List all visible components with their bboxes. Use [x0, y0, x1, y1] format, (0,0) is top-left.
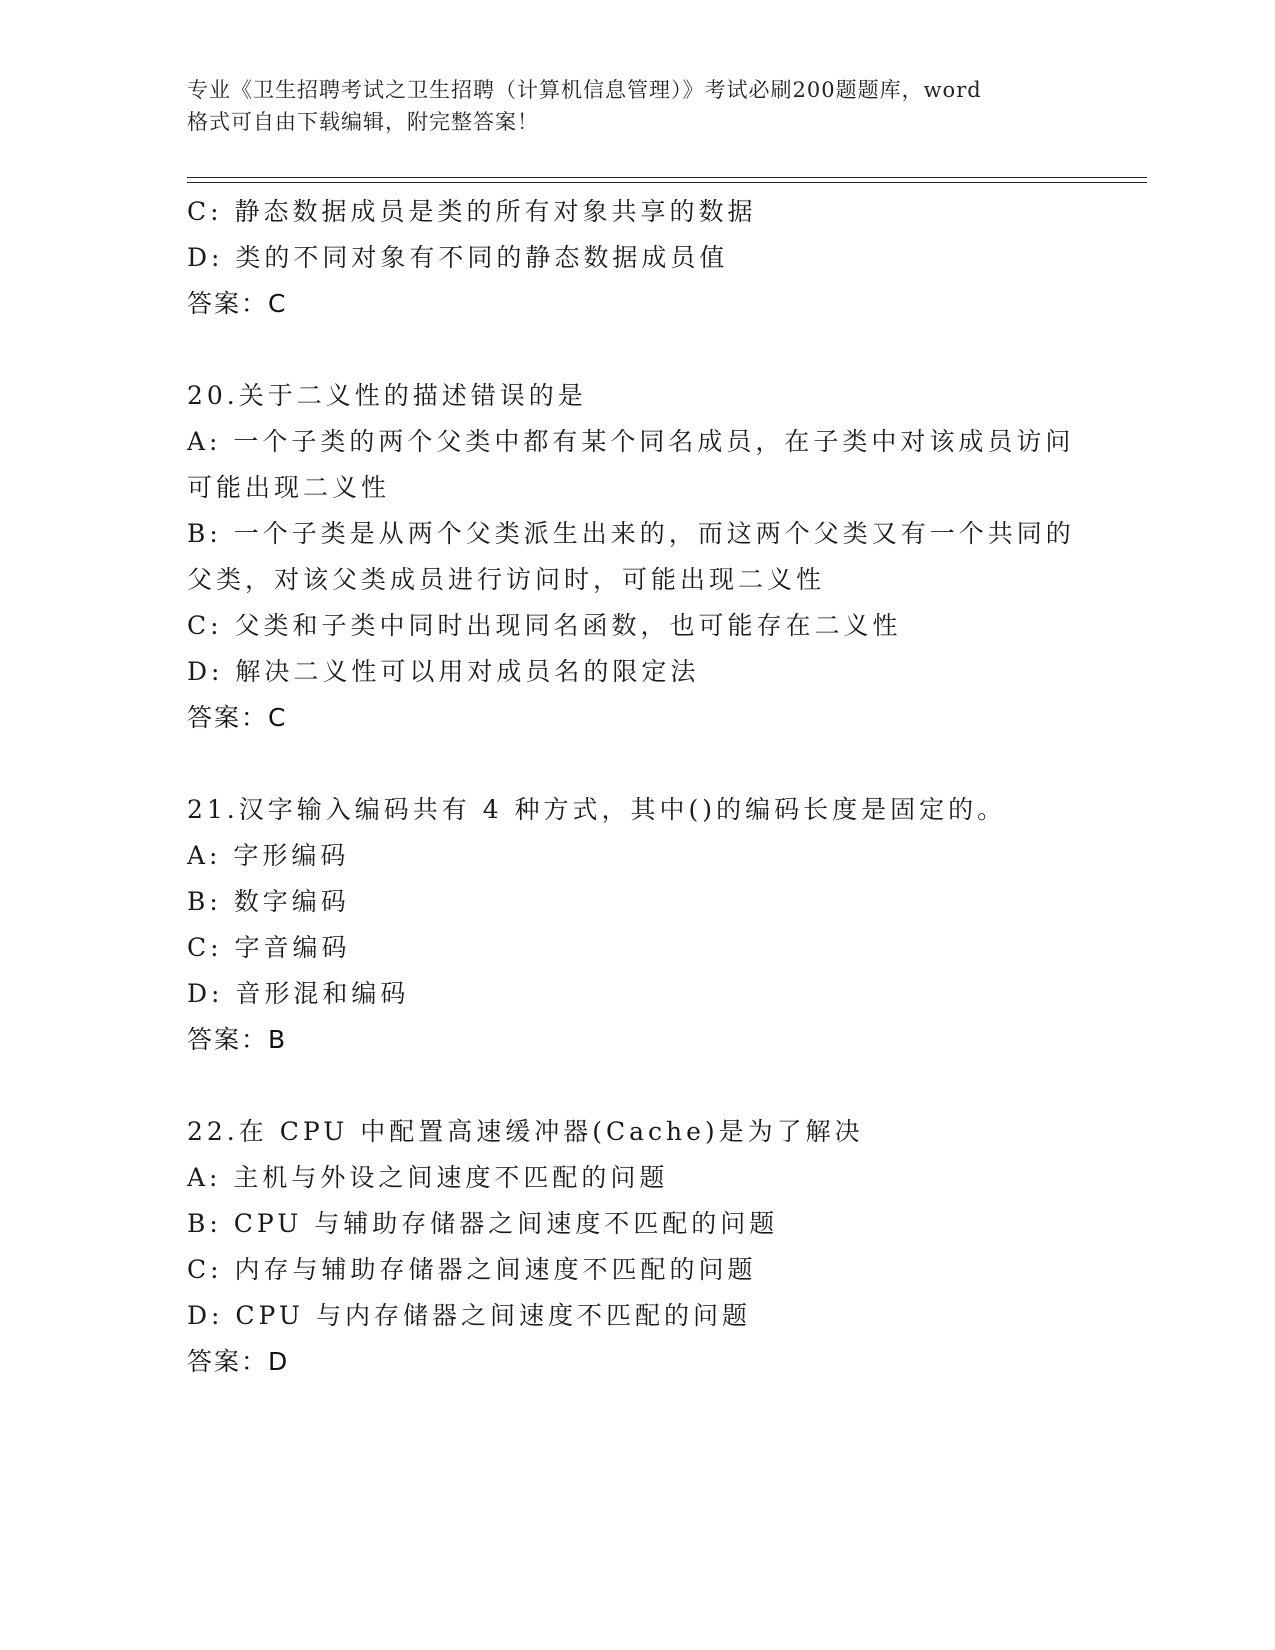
option-a: A: 主机与外设之间速度不匹配的问题: [187, 1163, 669, 1192]
page-header: [187, 74, 1087, 138]
header-title-line2: 格式可自由下载编辑，附完整答案！: [187, 110, 539, 134]
document-body: [187, 189, 1087, 1385]
option-d: D: 类的不同对象有不同的静态数据成员值: [187, 243, 729, 272]
option-b: B: CPU 与辅助存储器之间速度不匹配的问题: [187, 1209, 779, 1238]
header-divider-bottom: [187, 182, 1147, 183]
option-c: C: 父类和子类中同时出现同名函数，也可能存在二义性: [187, 611, 902, 640]
prev-question-block: [187, 189, 1087, 327]
option-d: D: CPU 与内存储器之间速度不匹配的问题: [187, 1301, 751, 1330]
option-c: C: 内存与辅助存储器之间速度不匹配的问题: [187, 1255, 757, 1284]
option-b: B: 一个子类是从两个父类派生出来的，而这两个父类又有一个共同的: [187, 519, 1075, 548]
header-divider-top: [187, 177, 1147, 178]
option-b-continued: 父类，对该父类成员进行访问时，可能出现二义性: [187, 565, 826, 594]
option-c: C: 字音编码: [187, 933, 351, 962]
answer-line: 答案：B: [187, 1025, 288, 1054]
answer-line: 答案：C: [187, 703, 288, 732]
option-d: D: 音形混和编码: [187, 979, 410, 1008]
question-21-block: [187, 787, 1087, 1063]
question-20-block: [187, 373, 1087, 741]
header-title-line1: 专业《卫生招聘考试之卫生招聘（计算机信息管理）》考试必刷200题题库，word: [187, 78, 982, 102]
answer-line: 答案：D: [187, 1347, 290, 1376]
option-d: D: 解决二义性可以用对成员名的限定法: [187, 657, 700, 686]
option-a-continued: 可能出现二义性: [187, 473, 391, 502]
question-22-block: [187, 1109, 1087, 1385]
spacer: [187, 327, 1087, 373]
question-20-text: 20.关于二义性的描述错误的是: [187, 381, 587, 410]
option-b: B: 数字编码: [187, 887, 350, 916]
spacer: [187, 1063, 1087, 1109]
question-21-text: 21.汉字输入编码共有 4 种方式，其中()的编码长度是固定的。: [187, 795, 1007, 824]
question-22-text: 22.在 CPU 中配置高速缓冲器(Cache)是为了解决: [187, 1117, 864, 1146]
spacer: [187, 741, 1087, 787]
option-a: A: 一个子类的两个父类中都有某个同名成员，在子类中对该成员访问: [187, 427, 1075, 456]
option-c: C: 静态数据成员是类的所有对象共享的数据: [187, 197, 757, 226]
option-a: A: 字形编码: [187, 841, 350, 870]
answer-line: 答案：C: [187, 289, 288, 318]
